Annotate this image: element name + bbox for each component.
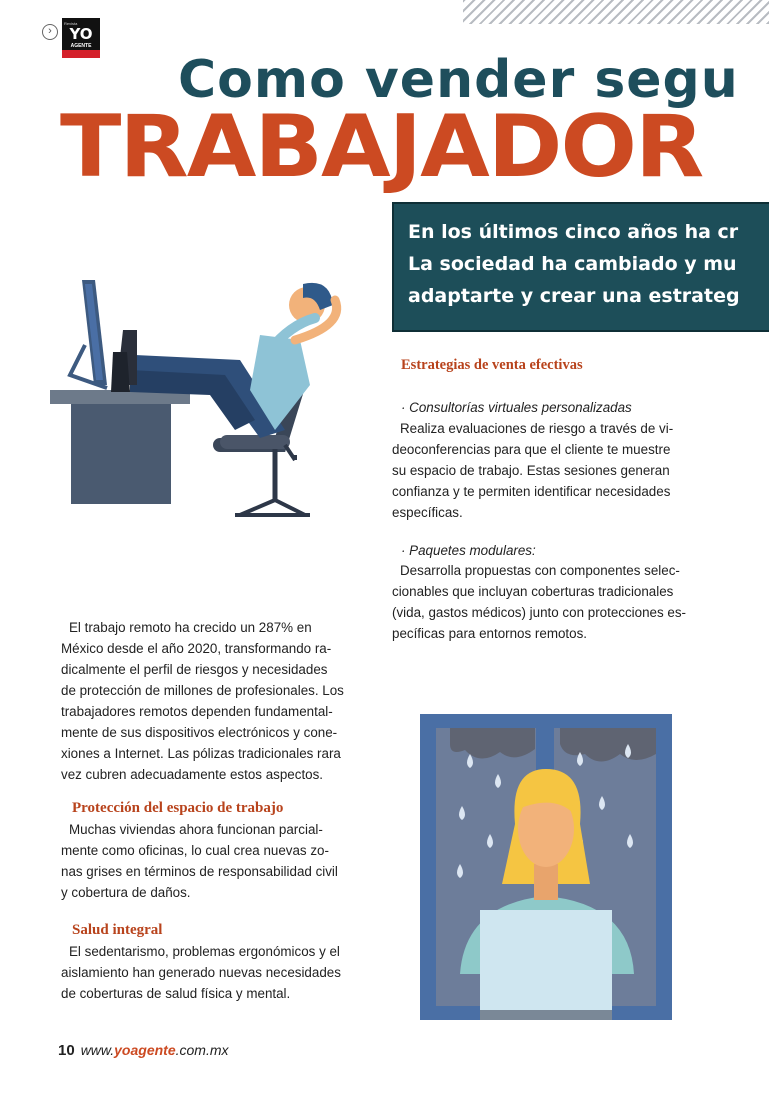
remote-worker-illustration [45, 270, 375, 525]
text-line: cionables que incluyan coberturas tradicionales [392, 584, 674, 599]
text-line: Realiza evaluaciones de riesgo a través de vi- [400, 421, 674, 436]
subheading-modular-packages: · Paquetes modulares: [401, 543, 536, 558]
right-column-para-2 [392, 560, 701, 644]
intro-line-2: La sociedad ha cambiado y mu [408, 253, 737, 275]
left-column-para-2 [61, 819, 372, 903]
title-line-2: TRABAJADOR [60, 97, 703, 197]
text-line: confianza y te permiten identificar necesidades [392, 484, 671, 499]
heading-workspace-protection: Protección del espacio de trabajo [72, 800, 284, 816]
text-line: trabajadores remotos dependen fundamental- [61, 704, 333, 719]
text-line: deoconferencias para que el cliente te muestre [392, 442, 671, 457]
logo-sub-text: AGENTE [70, 43, 92, 49]
text-line: dicalmente el perfil de riesgos y necesidades [61, 662, 328, 677]
page-footer [58, 1040, 229, 1061]
text-line: El sedentarismo, problemas ergonómicos y el [69, 944, 340, 959]
text-line: Desarrolla propuestas con componentes selec- [400, 563, 680, 578]
footer-url-brand: yoagente [114, 1042, 176, 1058]
heading-sales-strategies: Estrategias de venta efectivas [401, 357, 583, 373]
text-line: aislamiento han generado nuevas necesidades [61, 965, 341, 980]
text-line: El trabajo remoto ha crecido un 287% en [69, 620, 312, 635]
left-column-para-3 [61, 941, 372, 1004]
text-line: de coberturas de salud física y mental. [61, 986, 291, 1001]
heading-integral-health: Salud integral [72, 922, 163, 938]
logo-red-bar [62, 50, 100, 58]
text-line: nas grises en términos de responsabilidad civil [61, 864, 338, 879]
text-line: xiones a Internet. Las pólizas tradicionales rara [61, 746, 341, 761]
chevron-right-icon[interactable]: › [42, 24, 58, 40]
left-column-para-1 [61, 617, 372, 785]
page-number: 10 [58, 1042, 75, 1059]
footer-url-suffix: .com.mx [175, 1042, 229, 1058]
logo-main-text: YO [69, 25, 93, 43]
intro-line-3: adaptarte y crear una estrateg [408, 285, 740, 307]
intro-line-1: En los últimos cinco años ha cr [408, 221, 739, 243]
title-line-1: Como vender segu [178, 50, 739, 110]
subheading-virtual-consulting: · Consultorías virtuales personalizadas [401, 400, 632, 415]
text-line: pecíficas para entornos remotos. [392, 626, 588, 641]
logo-top-text: Revista [64, 21, 78, 26]
woman-laptop-illustration [420, 714, 672, 1020]
header-stripes [463, 0, 769, 24]
right-column-para-1 [392, 418, 701, 523]
text-line: México desde el año 2020, transformando ra- [61, 641, 332, 656]
text-line: y cobertura de daños. [61, 885, 191, 900]
text-line: (vida, gastos médicos) junto con protecciones es- [392, 605, 686, 620]
intro-box [392, 202, 769, 332]
yoagente-logo [62, 18, 100, 58]
text-line: específicas. [392, 505, 463, 520]
text-line: mente como oficinas, lo cual crea nuevas zo- [61, 843, 329, 858]
footer-url-prefix: www. [80, 1042, 115, 1058]
text-line: mente de sus dispositivos electrónicos y cone- [61, 725, 338, 740]
text-line: vez cubren adecuadamente estos aspectos. [61, 767, 324, 782]
text-line: de protección de millones de profesionales. Los [61, 683, 344, 698]
text-line: su espacio de trabajo. Estas sesiones generan [392, 463, 670, 478]
text-line: Muchas viviendas ahora funcionan parcial- [69, 822, 323, 837]
